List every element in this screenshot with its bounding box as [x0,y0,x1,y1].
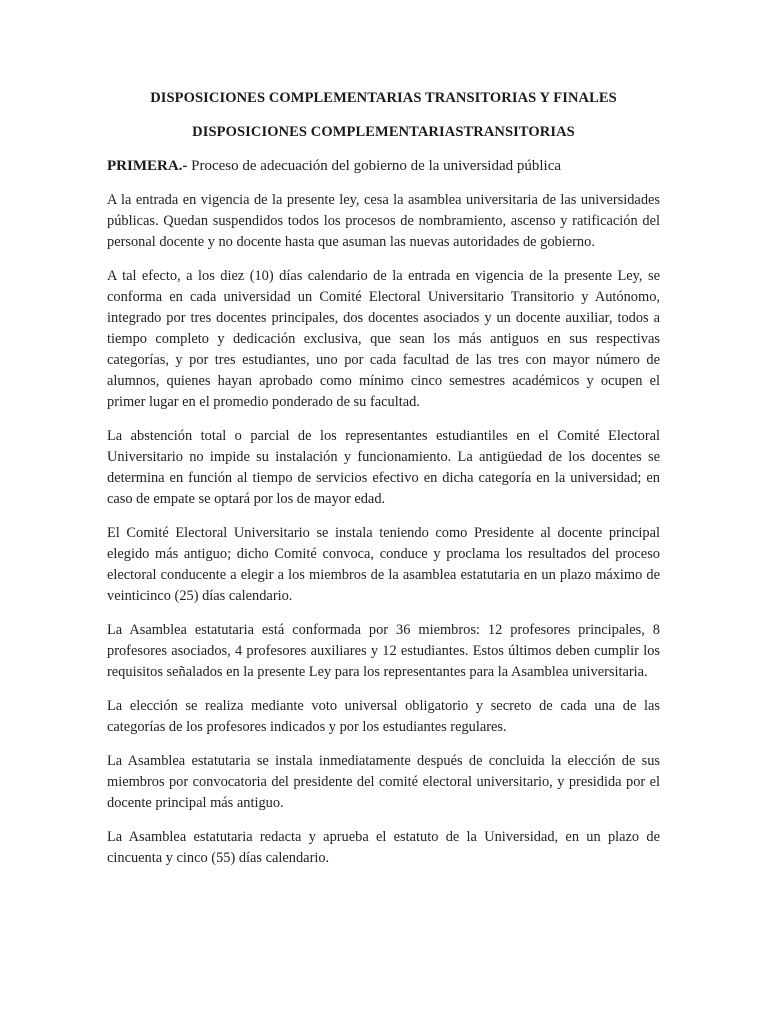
document-subtitle: DISPOSICIONES COMPLEMENTARIASTRANSITORIAS [192,124,575,140]
first-provision-title: Proceso de adecuación del gobierno de la universidad pública [187,158,562,174]
paragraph: La abstención total o parcial de los representantes estudiantiles en el Comité Electoral Universitario no impide su instalación y funcionamiento. La antigüedad de los docentes se determina en función al tiempo de servicios efectivo en dicha categoría en la universidad; en caso de empate se optará por los de mayor edad. [107,428,660,507]
paragraph: El Comité Electoral Universitario se instala teniendo como Presidente al docente principal elegido más antiguo; dicho Comité convoca, conduce y proclama los resultados del proceso electoral conducente a elegir a los miembros de la asamblea estatutaria en un plazo máximo de veinticinco (25) días calendario. [107,525,660,604]
paragraph: La Asamblea estatutaria se instala inmediatamente después de concluida la elección de sus miembros por convocatoria del presidente del comité electoral universitario, y presidida por el docente principal más antiguo. [107,753,660,811]
document-page [107,88,660,882]
paragraph: A tal efecto, a los diez (10) días calendario de la entrada en vigencia de la presente Ley, se conforma en cada universidad un Comité Electoral Universitario Transitorio y Autónomo, integrado por tres docentes principales, dos docentes asociados y un docente auxiliar, todos a tiempo completo y dedicación exclusiva, que sean los más antiguos en sus respectivas categorías, y por tres estudiantes, uno por cada facultad de las tres con mayor número de alumnos, quienes hayan aprobado como mínimo cinco semestres académicos y ocupen el primer lugar en el promedio ponderado de su facultad. [107,268,660,410]
first-provision-heading [107,156,660,177]
paragraph: La Asamblea estatutaria está conformada por 36 miembros: 12 profesores principales, 8 profesores asociados, 4 profesores auxiliares y 12 estudiantes. Estos últimos deben cumplir los requisitos señalados en la presente Ley para los representantes para la Asamblea universitaria. [107,622,660,680]
paragraph: La Asamblea estatutaria redacta y aprueba el estatuto de la Universidad, en un plazo de cincuenta y cinco (55) días calendario. [107,829,660,866]
paragraph: A la entrada en vigencia de la presente ley, cesa la asamblea universitaria de las universidades públicas. Quedan suspendidos todos los procesos de nombramiento, ascenso y ratificación del personal docente y no docente hasta que asuman las nuevas autoridades de gobierno. [107,192,660,250]
document-title: DISPOSICIONES COMPLEMENTARIAS TRANSITORIAS Y FINALES [150,90,617,106]
first-provision-label: PRIMERA.- [107,158,188,174]
paragraph: La elección se realiza mediante voto universal obligatorio y secreto de cada una de las categorías de los profesores indicados y por los estudiantes regulares. [107,698,660,735]
